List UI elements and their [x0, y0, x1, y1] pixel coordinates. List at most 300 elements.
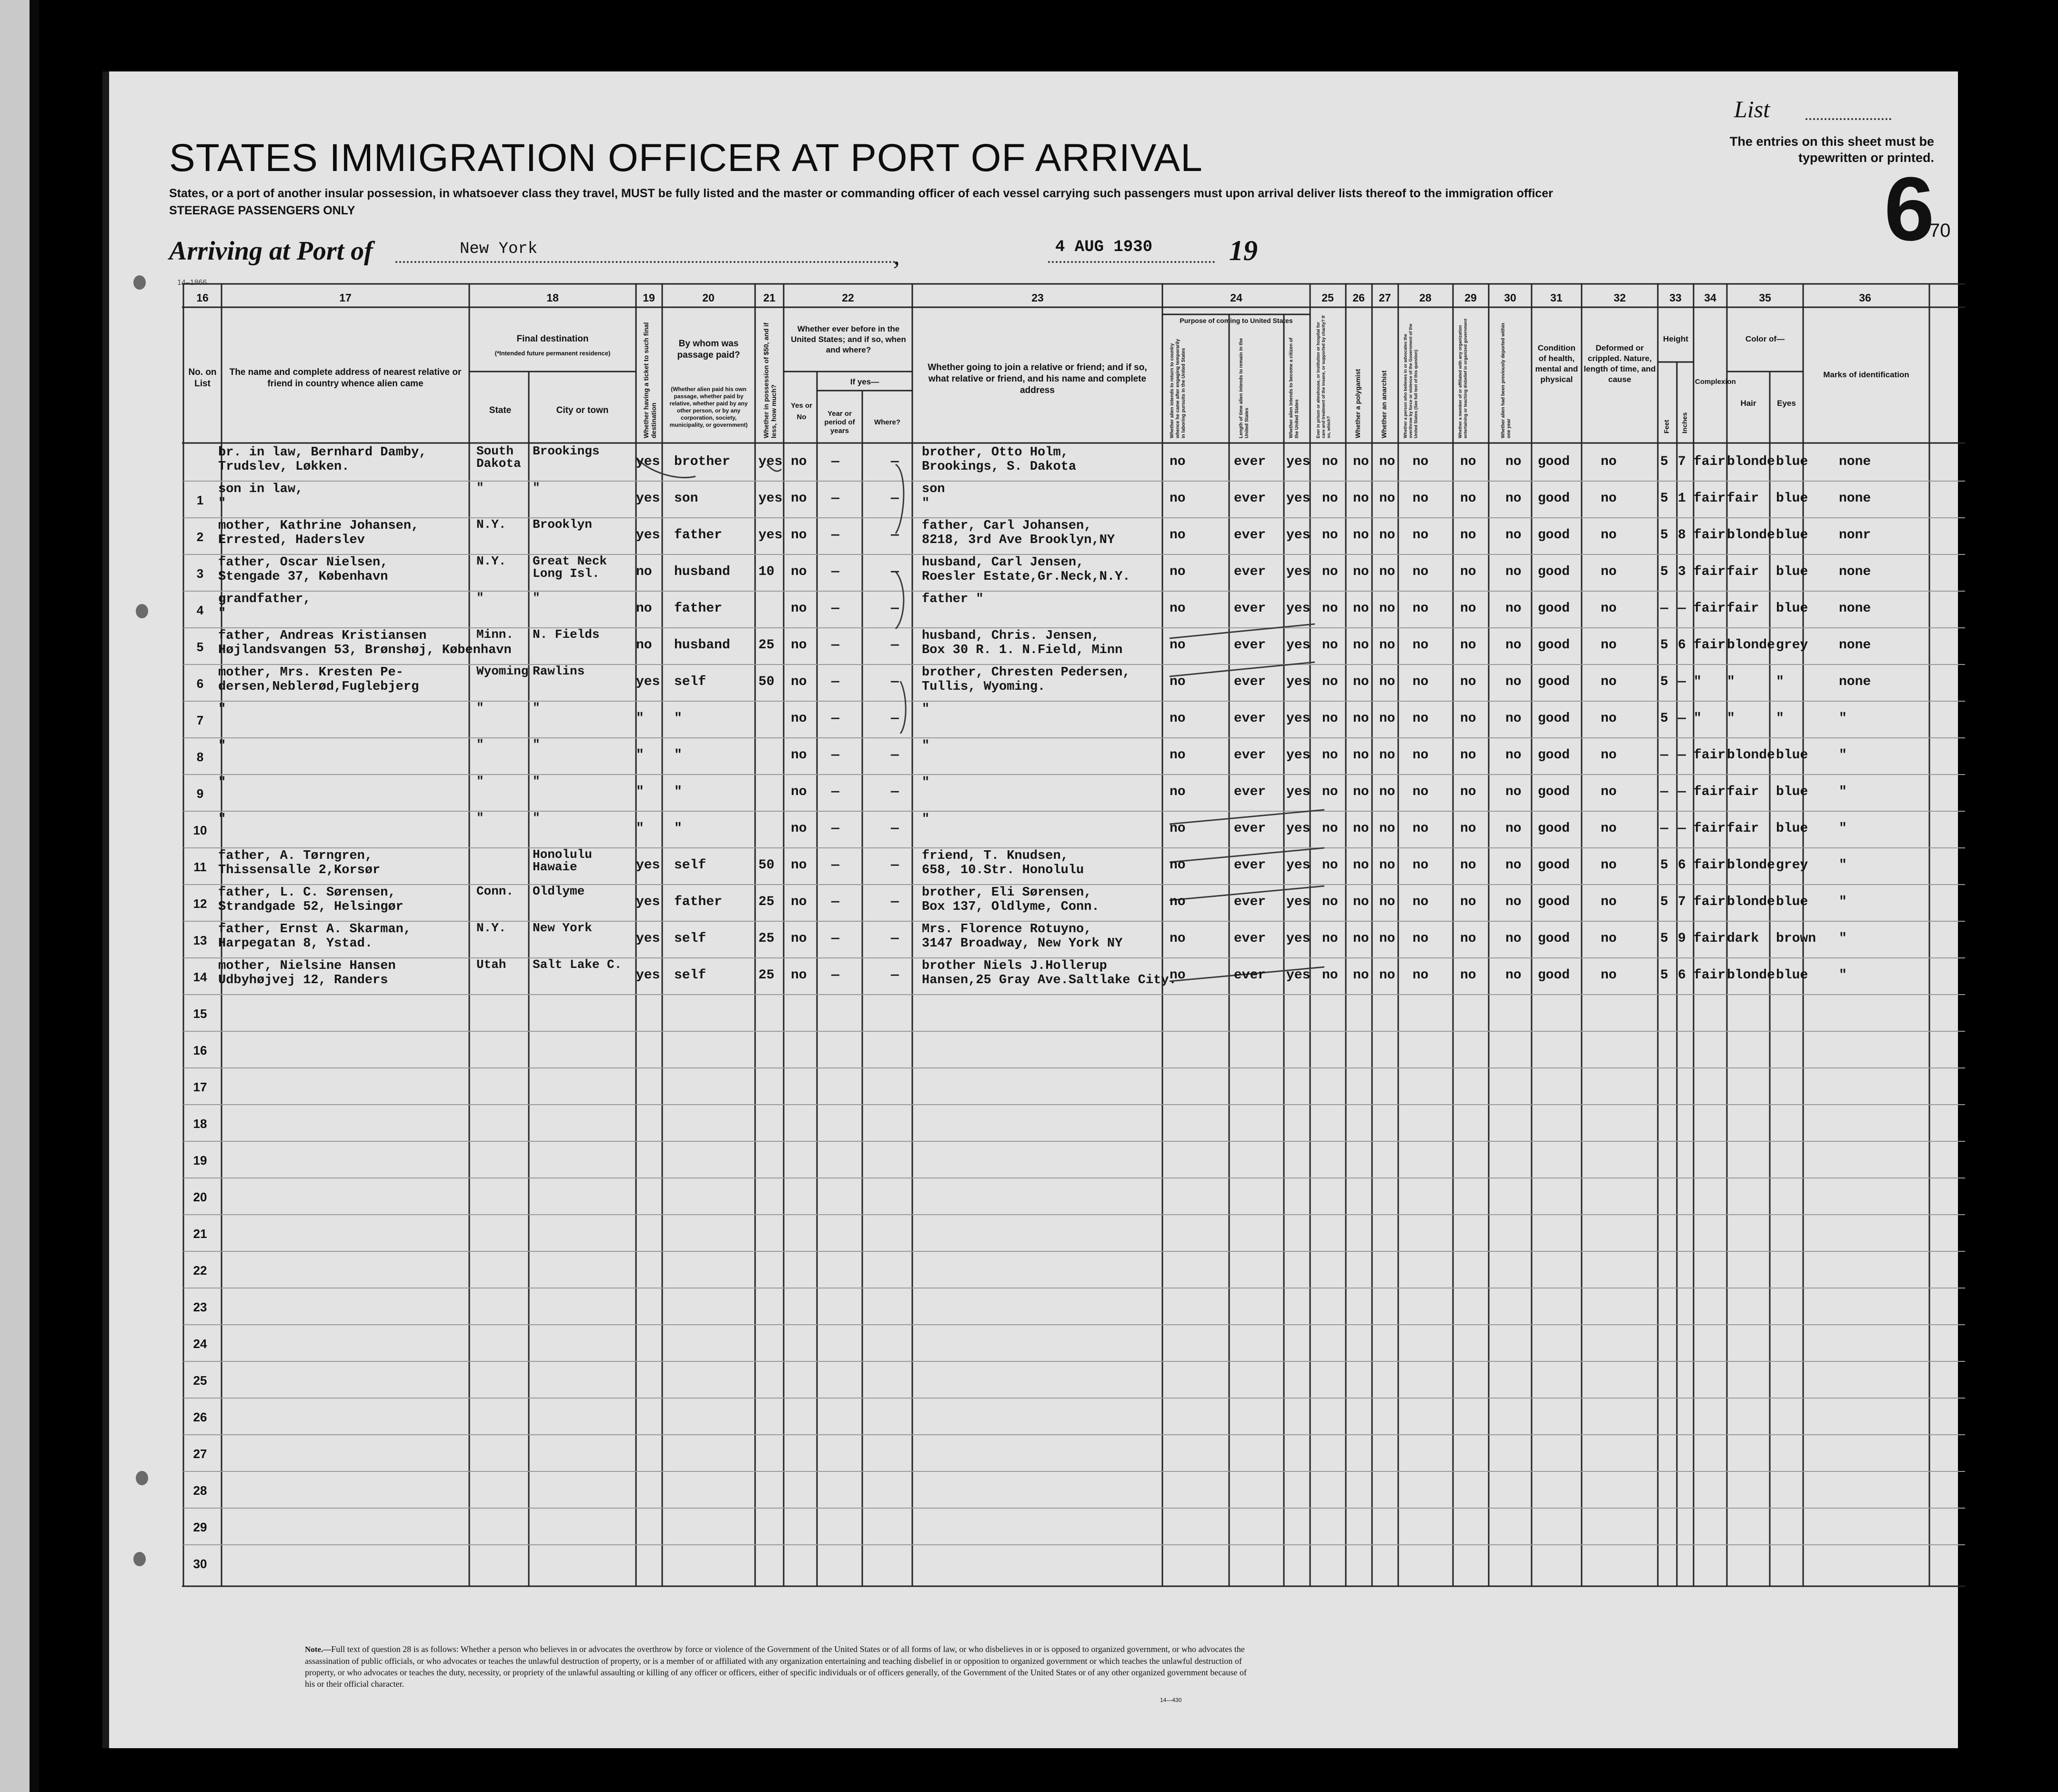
cell-eyes: grey	[1776, 638, 1808, 653]
cell-deported: no	[1505, 601, 1522, 616]
header-health: Condition of health, mental and physical	[1535, 343, 1578, 384]
column-number: 20	[702, 292, 715, 304]
cell-deformed: no	[1601, 638, 1617, 653]
cell-eyes: blue	[1776, 895, 1808, 909]
cell-state: "	[476, 737, 484, 752]
cell-organization: no	[1460, 821, 1476, 836]
cell-year: —	[831, 748, 839, 763]
cell-polygamist: no	[1353, 491, 1369, 506]
adjacent-page-strip	[0, 0, 30, 1792]
punch-hole	[133, 275, 146, 290]
sheet-number: 6	[1884, 159, 1935, 260]
cell-health: good	[1538, 858, 1570, 873]
cell-return: no	[1170, 454, 1186, 469]
cell-complexion: fair	[1694, 895, 1726, 909]
page-ref: 14–1866	[177, 279, 207, 287]
cell-deformed: no	[1601, 931, 1617, 946]
cell-inches: —	[1678, 601, 1686, 616]
row-number: 1	[196, 493, 204, 507]
cell-return: no	[1170, 564, 1186, 579]
cell-complexion: fair	[1694, 821, 1726, 836]
cell-deformed: no	[1601, 895, 1617, 909]
cell-length: ever	[1234, 821, 1266, 836]
cell-join-relative: Tullis, Wyoming.	[922, 680, 1046, 694]
cell-deformed: no	[1601, 711, 1617, 726]
cell-hair: fair	[1727, 821, 1759, 836]
cell-length: ever	[1234, 895, 1266, 909]
footnote-code: 14—430	[1160, 1697, 1182, 1703]
row-number: 4	[196, 603, 204, 617]
cell-marks: none	[1839, 601, 1871, 616]
cell-organization: no	[1460, 528, 1476, 543]
cell-citizen: yes	[1286, 858, 1311, 873]
cell-overthrow: no	[1412, 564, 1429, 579]
cell-relative: Strandgade 52, Helsingør	[218, 900, 404, 914]
cell-inches: —	[1678, 748, 1686, 763]
row-number: 22	[193, 1263, 207, 1278]
row-number: 19	[193, 1153, 207, 1168]
cell-before: no	[791, 931, 807, 946]
header-state: State	[489, 405, 512, 415]
cell-year: —	[831, 785, 839, 799]
cell-ticket: yes	[636, 858, 660, 873]
cell-prison: no	[1322, 601, 1338, 616]
column-number: 36	[1859, 292, 1871, 304]
cell-eyes: blue	[1776, 785, 1808, 799]
cell-where: —	[891, 711, 899, 726]
cell-where: —	[891, 454, 899, 469]
row-number: 5	[196, 640, 204, 654]
cell-return: no	[1170, 491, 1186, 506]
header-deformed: Deformed or crippled. Nature, length of time, and cause	[1584, 343, 1656, 384]
row-number: 3	[196, 566, 204, 581]
cell-relative: Errested, Haderslev	[218, 533, 365, 547]
cell-citizen: yes	[1286, 821, 1311, 836]
header-marks: Marks of identification	[1823, 370, 1909, 379]
punch-hole	[136, 604, 148, 618]
cell-citizen: yes	[1286, 675, 1311, 689]
cell-feet: 5	[1660, 858, 1668, 873]
cell-organization: no	[1460, 454, 1476, 469]
cell-inches: 8	[1678, 528, 1686, 543]
cell-overthrow: no	[1412, 931, 1429, 946]
cell-where: —	[891, 785, 899, 799]
cell-feet: 5	[1660, 528, 1668, 543]
cell-year: —	[831, 968, 839, 983]
cell-citizen: yes	[1286, 528, 1311, 543]
list-underline	[1806, 118, 1891, 120]
cell-state: "	[476, 774, 484, 788]
cell-year: —	[831, 931, 839, 946]
cell-deported: no	[1505, 858, 1522, 873]
date-underline	[1048, 261, 1215, 263]
cell-hair: blonde	[1727, 968, 1775, 983]
row-number: 23	[193, 1300, 207, 1314]
cell-inches: 6	[1678, 638, 1686, 653]
header-eyes: Eyes	[1777, 399, 1796, 408]
cell-deported: no	[1505, 931, 1522, 946]
cell-anarchist: no	[1379, 454, 1395, 469]
column-number: 19	[643, 292, 655, 304]
cell-marks: "	[1839, 785, 1847, 799]
cell-join-relative: father "	[922, 592, 984, 606]
header-passage-paid-note: (Whether alien paid his own passage, whether paid by relative, whether paid by any other person, or by any corporation, society, municipality, or government)	[669, 386, 748, 428]
cell-relative: Stengade 37, København	[218, 570, 388, 584]
cell-relative: father, A. Tørngren,	[218, 849, 373, 863]
row-number: 28	[193, 1483, 207, 1498]
cell-overthrow: no	[1412, 491, 1429, 506]
cell-year: —	[831, 675, 839, 689]
header-relative: The name and complete address of nearest relative or friend in country whence alien came	[229, 367, 462, 389]
cell-join-relative: Box 30 R. 1. N.Field, Minn	[922, 643, 1123, 657]
cell-before: no	[791, 968, 807, 983]
cell-health: good	[1538, 638, 1570, 653]
cell-before: no	[791, 821, 807, 836]
cell-before: no	[791, 785, 807, 799]
cell-citizen: yes	[1286, 491, 1311, 506]
cell-eyes: blue	[1776, 748, 1808, 763]
header-prison: Ever in prison or almshouse, or institution or hospital for care and treatment of the insane, or supported by charity? If so, which?	[1316, 315, 1331, 438]
cell-overthrow: no	[1412, 748, 1429, 763]
cell-city: Oldlyme	[533, 884, 585, 898]
footnote-label: Note.—	[305, 1645, 332, 1654]
cell-join-relative: husband, Chris. Jensen,	[922, 629, 1100, 643]
cell-polygamist: no	[1353, 821, 1369, 836]
cell-before: no	[791, 638, 807, 653]
row-number: 29	[193, 1520, 207, 1534]
cell-money: 25	[758, 638, 775, 653]
cell-marks: none	[1839, 454, 1871, 469]
header-deported: Whether alien had been previously deported within one year	[1501, 322, 1512, 438]
cell-citizen: yes	[1286, 748, 1311, 763]
row-number: 18	[193, 1117, 207, 1131]
cell-length: ever	[1234, 564, 1266, 579]
cell-passage-paid: self	[674, 968, 706, 983]
subtitle-line: STEERAGE PASSENGERS ONLY	[169, 204, 355, 217]
cell-year: —	[831, 528, 839, 543]
cell-state: South Dakota	[476, 444, 521, 471]
header-passage-paid: By whom was passage paid?	[677, 339, 740, 360]
cell-anarchist: no	[1379, 564, 1395, 579]
cell-return: no	[1170, 711, 1186, 726]
column-number: 34	[1704, 292, 1716, 304]
cell-hair: blonde	[1727, 895, 1775, 909]
cell-deformed: no	[1601, 454, 1617, 469]
cell-year: —	[831, 601, 839, 616]
cell-ticket: yes	[636, 931, 660, 946]
cell-health: good	[1538, 895, 1570, 909]
cell-where: —	[891, 675, 899, 689]
cell-join-relative: "	[922, 702, 930, 716]
cell-year: —	[831, 821, 839, 836]
cell-length: ever	[1234, 931, 1266, 946]
cell-inches: 6	[1678, 968, 1686, 983]
cell-length: ever	[1234, 858, 1266, 873]
cell-return: no	[1170, 748, 1186, 763]
cell-state: Wyoming	[476, 664, 529, 678]
cell-where: —	[891, 528, 899, 543]
cell-where: —	[891, 601, 899, 616]
cell-where: —	[891, 931, 899, 946]
column-number: 22	[842, 292, 854, 304]
cell-complexion: fair	[1694, 528, 1726, 543]
cell-health: good	[1538, 785, 1570, 799]
cell-deported: no	[1505, 748, 1522, 763]
cell-deformed: no	[1601, 564, 1617, 579]
cell-prison: no	[1322, 711, 1338, 726]
cell-ticket: yes	[636, 675, 660, 689]
punch-hole	[74, 1219, 94, 1242]
cell-marks: nonr	[1839, 528, 1871, 543]
header-overthrow: Whether a person who believes in or advocates the overthrow by force or violence of the Government of the United States (See full text of this question)	[1403, 323, 1418, 438]
header-join-relative: Whether going to join a relative or friend; and if so, what relative or friend, and his name and complete address	[928, 362, 1147, 395]
cell-passage-paid: self	[674, 931, 706, 946]
cell-passage-paid: husband	[674, 638, 730, 653]
cell-passage-paid: "	[674, 748, 682, 763]
cell-complexion: fair	[1694, 785, 1726, 799]
cell-year: —	[831, 491, 839, 506]
cell-prison: no	[1322, 638, 1338, 653]
header-final-destination-note: (*Intended future permanent residence)	[494, 350, 611, 357]
cell-relative: father, Oscar Nielsen,	[218, 555, 388, 570]
cell-where: —	[891, 895, 899, 909]
cell-where: —	[891, 748, 899, 763]
cell-deported: no	[1505, 528, 1522, 543]
cell-state: N.Y.	[476, 517, 506, 532]
cell-relative: "	[218, 496, 226, 511]
cell-year: —	[831, 454, 839, 469]
punch-hole	[74, 348, 94, 371]
cell-deformed: no	[1601, 748, 1617, 763]
cell-length: ever	[1234, 454, 1266, 469]
cell-relative: Harpegatan 8, Ystad.	[218, 936, 373, 951]
row-number: 9	[196, 786, 204, 801]
cell-return: no	[1170, 675, 1186, 689]
column-number: 25	[1322, 292, 1334, 304]
cell-relative: mother, Kathrine Johansen,	[218, 519, 419, 533]
cell-prison: no	[1322, 895, 1338, 909]
cell-feet: 5	[1660, 711, 1668, 726]
cell-health: good	[1538, 491, 1570, 506]
cell-join-relative: father, Carl Johansen,	[922, 519, 1092, 533]
cell-inches: 1	[1678, 491, 1686, 506]
cell-ticket: yes	[636, 491, 660, 506]
cell-overthrow: no	[1412, 968, 1429, 983]
cell-citizen: yes	[1286, 564, 1311, 579]
cell-complexion: "	[1694, 711, 1702, 726]
cell-complexion: fair	[1694, 968, 1726, 983]
header-length-of-stay: Length of time alien intends to remain in the United States	[1239, 338, 1250, 438]
cell-relative: "	[218, 606, 226, 621]
header-hair: Hair	[1740, 399, 1756, 408]
cell-city: Salt Lake C.	[533, 957, 622, 972]
cell-feet: 5	[1660, 491, 1668, 506]
cell-feet: —	[1660, 785, 1668, 799]
cell-join-relative: 8218, 3rd Ave Brooklyn,NY	[922, 533, 1115, 547]
cell-eyes: "	[1776, 711, 1784, 726]
cell-deformed: no	[1601, 968, 1617, 983]
cell-join-relative: Mrs. Florence Rotuyno,	[922, 922, 1092, 936]
cell-before: no	[791, 858, 807, 873]
cell-hair: fair	[1727, 564, 1759, 579]
cell-organization: no	[1460, 564, 1476, 579]
cell-eyes: blue	[1776, 968, 1808, 983]
cell-marks: none	[1839, 491, 1871, 506]
cell-citizen: yes	[1286, 454, 1311, 469]
cell-money: 50	[758, 675, 775, 689]
cell-overthrow: no	[1412, 638, 1429, 653]
cell-deported: no	[1505, 968, 1522, 983]
cell-organization: no	[1460, 895, 1476, 909]
cell-city: Brooklyn	[533, 517, 592, 532]
cell-passage-paid: father	[674, 895, 722, 909]
cell-passage-paid: husband	[674, 564, 730, 579]
cell-relative: br. in law, Bernhard Damby,	[218, 445, 427, 460]
cell-overthrow: no	[1412, 785, 1429, 799]
cell-relative: Udbyhøjvej 12, Randers	[218, 973, 388, 987]
cell-length: ever	[1234, 528, 1266, 543]
cell-prison: no	[1322, 968, 1338, 983]
cell-complexion: fair	[1694, 601, 1726, 616]
cell-join-relative: "	[922, 812, 930, 826]
punch-hole	[74, 1548, 94, 1571]
cell-year: —	[831, 638, 839, 653]
header-inches: Inches	[1681, 412, 1688, 433]
cell-city: "	[533, 481, 540, 495]
header-city: City or town	[556, 405, 609, 415]
cell-complexion: fair	[1694, 748, 1726, 763]
cell-join-relative: Roesler Estate,Gr.Neck,N.Y.	[922, 570, 1130, 584]
column-number: 35	[1759, 292, 1771, 304]
cell-before: no	[791, 711, 807, 726]
cell-polygamist: no	[1353, 454, 1369, 469]
cell-feet: 5	[1660, 931, 1668, 946]
column-number: 31	[1550, 292, 1563, 304]
cell-year: —	[831, 564, 839, 579]
column-number: 33	[1669, 292, 1682, 304]
cell-health: good	[1538, 931, 1570, 946]
column-number: 32	[1614, 292, 1626, 304]
cell-deported: no	[1505, 675, 1522, 689]
row-number: 2	[196, 530, 204, 544]
cell-passage-paid: "	[674, 785, 682, 799]
row-number: 20	[193, 1190, 207, 1204]
list-label: List	[1734, 96, 1770, 122]
cell-year: —	[831, 858, 839, 873]
cell-health: good	[1538, 748, 1570, 763]
cell-feet: 5	[1660, 675, 1668, 689]
cell-join-relative: husband, Carl Jensen,	[922, 555, 1084, 570]
cell-relative: "	[218, 775, 226, 790]
cell-complexion: "	[1694, 675, 1702, 689]
row-number: 7	[196, 713, 204, 727]
cell-hair: "	[1727, 675, 1735, 689]
header-height: Height	[1663, 334, 1688, 343]
cell-state: "	[476, 591, 484, 605]
cell-prison: no	[1322, 785, 1338, 799]
subtitle-line: States, or a port of another insular possession, in whatsoever class they travel, MUST be fully listed and the master or commanding officer of each vessel carrying such passengers must upon arrival deliver lists thereof to the immigration officer	[169, 187, 1553, 200]
footnote	[305, 1643, 1258, 1690]
cell-where: —	[891, 968, 899, 983]
cell-year: —	[831, 711, 839, 726]
cell-ticket: yes	[636, 528, 660, 543]
header-no-on-list: No. on List	[188, 367, 217, 389]
header-organization: Whether a member of or affiliated with any organization entertaining or teaching disbelief in organized government	[1458, 318, 1468, 438]
cell-hair: blonde	[1727, 748, 1775, 763]
cell-relative: mother, Nielsine Hansen	[218, 959, 396, 973]
cell-where: —	[891, 638, 899, 653]
cell-before: no	[791, 601, 807, 616]
cell-return: no	[1170, 858, 1186, 873]
cell-money: 25	[758, 968, 775, 983]
cell-overthrow: no	[1412, 675, 1429, 689]
cell-eyes: grey	[1776, 858, 1808, 873]
cell-inches: —	[1678, 785, 1686, 799]
cell-health: good	[1538, 564, 1570, 579]
cell-before: no	[791, 454, 807, 469]
cell-health: good	[1538, 968, 1570, 983]
cell-where: —	[891, 564, 899, 579]
cell-deformed: no	[1601, 785, 1617, 799]
cell-before: no	[791, 491, 807, 506]
cell-join-relative: brother, Eli Sørensen,	[922, 886, 1092, 900]
cell-health: good	[1538, 454, 1570, 469]
column-number: 23	[1031, 292, 1044, 304]
separator: ,	[893, 241, 900, 271]
cell-citizen: yes	[1286, 895, 1311, 909]
cell-polygamist: no	[1353, 931, 1369, 946]
cell-citizen: yes	[1286, 968, 1311, 983]
header-anarchist: Whether an anarchist	[1380, 370, 1388, 438]
cell-anarchist: no	[1379, 711, 1395, 726]
cell-return: no	[1170, 821, 1186, 836]
cell-passage-paid: brother	[674, 454, 730, 469]
cell-length: ever	[1234, 748, 1266, 763]
cell-anarchist: no	[1379, 638, 1395, 653]
cell-inches: —	[1678, 711, 1686, 726]
column-number: 16	[196, 292, 209, 304]
cell-join-relative: brother, Chresten Pedersen,	[922, 665, 1130, 680]
cell-anarchist: no	[1379, 528, 1395, 543]
cell-deported: no	[1505, 711, 1522, 726]
year-label: 19	[1229, 235, 1258, 266]
cell-relative: dersen,Neblerød,Fuglebjerg	[218, 680, 419, 694]
punch-hole	[136, 1471, 148, 1485]
cell-citizen: yes	[1286, 638, 1311, 653]
cell-relative: father, Andreas Kristiansen	[218, 629, 427, 643]
cell-feet: 5	[1660, 638, 1668, 653]
arrival-date-stamp: 4 AUG 1930	[1055, 238, 1153, 256]
cell-organization: no	[1460, 638, 1476, 653]
cell-overthrow: no	[1412, 895, 1429, 909]
cell-passage-paid: "	[674, 711, 682, 726]
cell-overthrow: no	[1412, 454, 1429, 469]
cell-state: Minn.	[476, 627, 514, 642]
cell-eyes: blue	[1776, 528, 1808, 543]
row-number: 16	[193, 1043, 207, 1057]
cell-ticket: no	[636, 564, 652, 579]
row-number: 14	[193, 970, 207, 984]
cell-state: Utah	[476, 957, 506, 972]
cell-marks: none	[1839, 675, 1871, 689]
cell-overthrow: no	[1412, 528, 1429, 543]
cell-join-relative: brother, Otto Holm,	[922, 445, 1069, 460]
cell-state: "	[476, 481, 484, 495]
cell-citizen: yes	[1286, 785, 1311, 799]
cell-hair: fair	[1727, 491, 1759, 506]
cell-organization: no	[1460, 858, 1476, 873]
cell-anarchist: no	[1379, 931, 1395, 946]
